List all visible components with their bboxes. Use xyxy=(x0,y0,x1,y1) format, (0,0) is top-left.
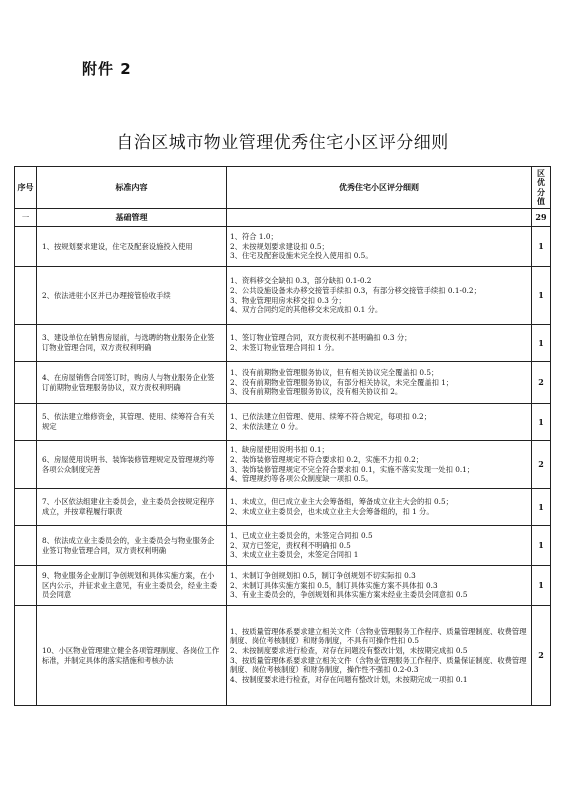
table-row xyxy=(15,267,551,325)
row-seq-cell xyxy=(15,489,37,526)
detail-line: 4、管理规约等各项公众制度缺一项扣 0.5。 xyxy=(230,474,373,484)
detail-line: 2、没有前期物业管理服务协议，有部分相关协议，未完全覆盖扣 1； xyxy=(230,377,454,387)
detail-line: 4、按制度要求进行检查，对存在问题有整改计划，未按期完成一项扣 0.1 xyxy=(230,674,468,684)
standard-cell: 8、依法成立业主委员会的，业主委员会与物业服务企业签订物业管理合同，双方责权利明确 xyxy=(37,526,227,566)
section-score: 29 xyxy=(532,209,551,227)
score-cell: 1 xyxy=(532,526,551,566)
table-row xyxy=(15,441,551,489)
detail-line: 1、未制订争创规划扣 0.5，制订争创规划不切实际扣 0.3 xyxy=(230,571,416,581)
standard-cell: 7、小区依法组建业主委员会，业主委员会按规定程序成立，并按章程履行职责 xyxy=(37,489,227,526)
table-row xyxy=(15,362,551,404)
detail-line: 2、装饰装修管理规定不符合要求扣 0.2，实施不力扣 0.2； xyxy=(230,454,424,464)
detail-line: 3、没有前期物业管理服务协议，没有相关协议扣 2。 xyxy=(230,387,403,397)
detail-line: 2、公共设施设备未办移交接管手续扣 0.3，有部分移交接管手续扣 0.1-0.2； xyxy=(230,285,481,295)
row-seq-cell xyxy=(15,566,37,606)
standard-cell: 10、小区物业管理建立健全各项管理制度、各岗位工作标准，并制定具体的落实措施和考核办法 xyxy=(37,606,227,706)
detail-line: 3、按质量管理体系要求建立相关文件（含物业管理服务工作程序、质量保证制度、收费管理制度、岗位考核制度）和财务制度，操作性不强扣 0.2-0.3 xyxy=(230,655,527,675)
detail-cell xyxy=(227,566,532,606)
standard-cell: 1、按规划要求建设，住宅及配套设施投入使用 xyxy=(37,227,227,267)
header-score: 区优分值 xyxy=(532,167,551,209)
detail-cell xyxy=(227,489,532,526)
header-detail: 优秀住宅小区评分细则 xyxy=(227,167,532,209)
detail-line: 2、双方已签定，责权利不明确扣 0.5 xyxy=(230,540,351,550)
detail-line: 2、未依法建立 0 分。 xyxy=(230,422,303,431)
score-cell: 2 xyxy=(532,606,551,706)
detail-line: 4、双方合同约定的其他移交未完成扣 0.1 分。 xyxy=(230,305,383,315)
score-cell: 1 xyxy=(532,325,551,362)
section-name: 基础管理 xyxy=(37,209,227,227)
row-seq-cell xyxy=(15,267,37,325)
table-row xyxy=(15,227,551,267)
row-seq-cell xyxy=(15,404,37,441)
detail-line: 3、物业管理用房未移交扣 0.3 分； xyxy=(230,295,346,305)
scoring-table xyxy=(14,166,551,706)
table-row xyxy=(15,606,551,706)
table-row xyxy=(15,325,551,362)
detail-line: 2、未制订具体实施方案扣 0.5，制订具体实施方案不具体扣 0.3 xyxy=(230,580,438,590)
section-row xyxy=(15,209,551,227)
detail-cell xyxy=(227,404,532,441)
detail-line: 3、装饰装修管理规定不完全符合要求扣 0.1，实施不落实发现一处扣 0.1； xyxy=(230,464,475,474)
detail-line: 3、有业主委员会的，争创规划和具体实施方案未经业主委员会同意扣 0.5 xyxy=(230,590,468,600)
table-row xyxy=(15,489,551,526)
standard-cell: 5、依法建立维修资金，其管理、使用、续筹符合有关规定 xyxy=(37,404,227,441)
detail-cell xyxy=(227,227,532,267)
standard-cell: 4、在房屋销售合同签订时，购房人与物业服务企业签订前期物业管理服务协议，双方责权利明确 xyxy=(37,362,227,404)
detail-line: 1、没有前期物业管理服务协议，但有相关协议完全覆盖扣 0.5； xyxy=(230,368,439,378)
score-cell: 2 xyxy=(532,362,551,404)
score-cell: 2 xyxy=(532,441,551,489)
detail-cell xyxy=(227,325,532,362)
row-seq-cell xyxy=(15,325,37,362)
detail-cell xyxy=(227,362,532,404)
detail-line: 1、资料移交全缺扣 0.3，部分缺扣 0.1-0.2 xyxy=(230,276,372,286)
detail-line: 3、未成立业主委员会，未签定合同扣 1 xyxy=(230,550,359,560)
table-row xyxy=(15,526,551,566)
header-standard: 标准内容 xyxy=(37,167,227,209)
detail-line: 2、未按规划要求建设扣 0.5； xyxy=(230,241,329,251)
detail-line: 2、未成立业主委员会，也未成立业主大会筹备组的，扣 1 分。 xyxy=(230,507,434,516)
row-seq-cell xyxy=(15,227,37,267)
detail-line: 1、缺房屋使用说明书扣 0.1； xyxy=(230,445,329,455)
standard-cell: 2、依法进驻小区并已办理接管验收手续 xyxy=(37,267,227,325)
score-cell: 1 xyxy=(532,404,551,441)
row-seq-cell xyxy=(15,362,37,404)
table-header-row xyxy=(15,167,551,209)
score-cell: 1 xyxy=(532,227,551,267)
attachment-label: 附件 2 xyxy=(82,60,132,78)
detail-line: 1、未成立，但已成立业主大会筹备组，筹备成立业主大会的扣 0.5； xyxy=(230,497,453,507)
detail-cell xyxy=(227,267,532,325)
standard-cell: 9、物业服务企业制订争创规划和具体实施方案，在小区内公示，并征求业主意见，有业主委员会，经业主委员会同意 xyxy=(37,566,227,606)
detail-line: 1、符合 1.0； xyxy=(230,232,278,242)
detail-line: 2、未签订物业管理合同扣 1 分。 xyxy=(230,343,339,352)
detail-line: 3、住宅及配套设施未完全投入使用扣 0.5。 xyxy=(230,251,373,261)
detail-line: 2、未按制度要求进行检查，对存在问题没有整改计划，未按期完成扣 0.5 xyxy=(230,645,468,655)
section-detail-empty xyxy=(227,209,532,227)
detail-line: 1、已依法建立但管理、使用、续筹不符合规定，每项扣 0.2； xyxy=(230,412,431,422)
table-row xyxy=(15,566,551,606)
detail-cell xyxy=(227,526,532,566)
detail-cell xyxy=(227,441,532,489)
standard-cell: 6、房屋使用说明书、装饰装修管理规定及管理规约等各项公众制度完善 xyxy=(37,441,227,489)
row-seq-cell xyxy=(15,526,37,566)
table-row xyxy=(15,404,551,441)
standard-cell: 3、建设单位在销售房屋前，与选聘的物业服务企业签订物业管理合同，双方责权利明确 xyxy=(37,325,227,362)
score-cell: 1 xyxy=(532,566,551,606)
score-cell: 1 xyxy=(532,267,551,325)
row-seq-cell xyxy=(15,441,37,489)
detail-line: 1、按质量管理体系要求建立相关文件（含物业管理服务工作程序、质量管理制度、收费管理制度、岗位考核制度）和财务制度，不具有可操作性扣 0.5 xyxy=(230,626,527,646)
section-seq: 一 xyxy=(15,209,37,227)
detail-line: 1、签订物业管理合同，双方责权利不甚明确扣 0.3 分； xyxy=(230,333,412,343)
header-seq: 序号 xyxy=(15,167,37,209)
page-title: 自治区城市物业管理优秀住宅小区评分细则 xyxy=(116,133,449,153)
score-cell: 1 xyxy=(532,489,551,526)
detail-cell xyxy=(227,606,532,706)
detail-line: 1、已成立业主委员会的，未签定合同扣 0.5 xyxy=(230,531,373,541)
row-seq-cell xyxy=(15,606,37,706)
